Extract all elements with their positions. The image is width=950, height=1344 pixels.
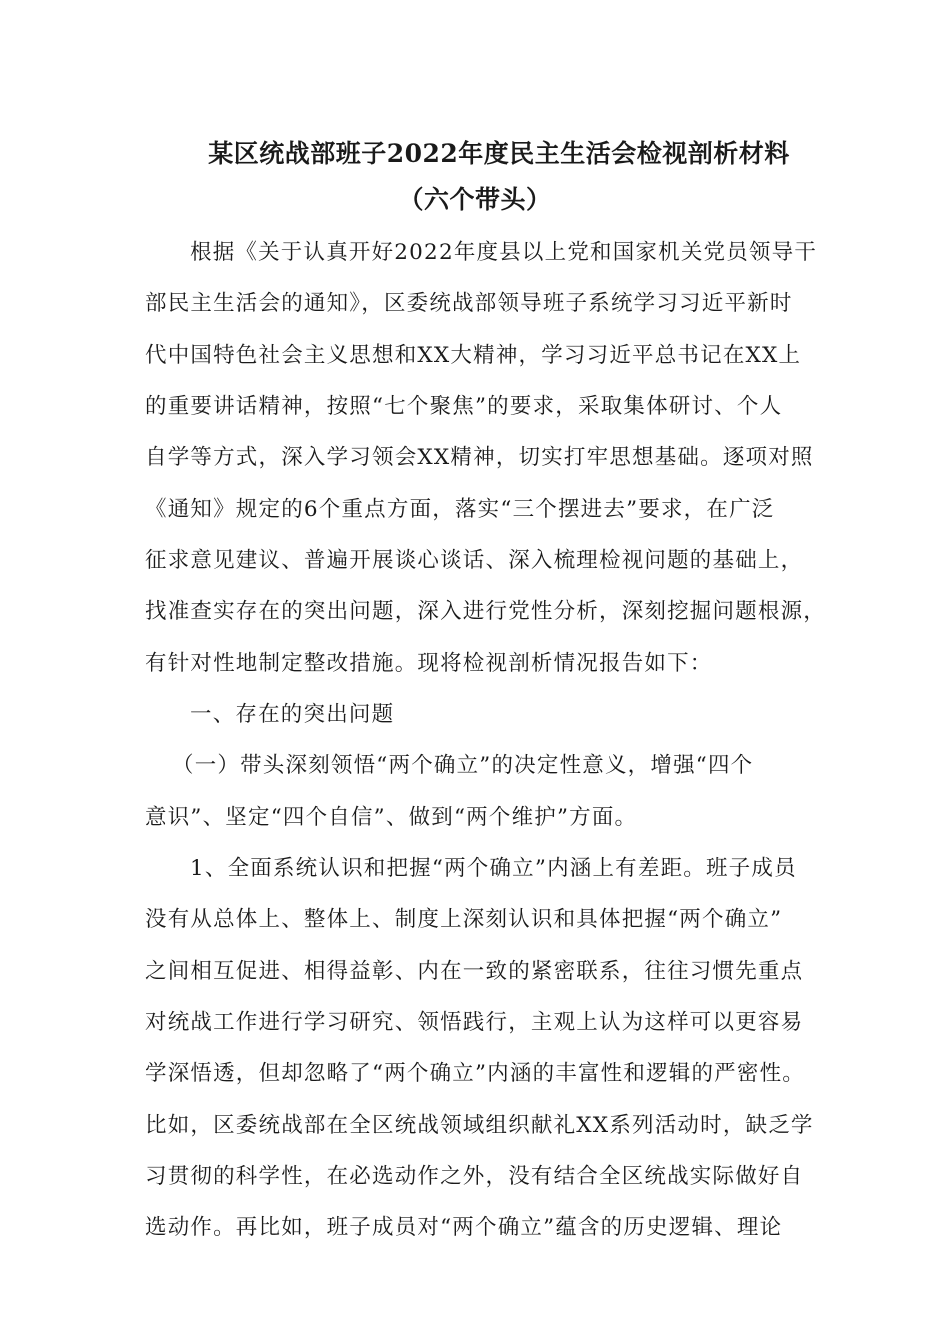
paragraph-line: 部民主生活会的通知》，区委统战部领导班子系统学习习近平新时 <box>145 291 793 316</box>
paragraph-line: 之间相互促进、相得益彰、内在一致的紧密联系，往往习惯先重点 <box>145 959 804 984</box>
paragraph-line: 习贯彻的科学性，在必选动作之外，没有结合全区统战实际做好自 <box>145 1164 804 1189</box>
document-subtitle: （六个带头） <box>398 185 552 214</box>
paragraph-line: 的重要讲话精神，按照“七个聚焦”的要求，采取集体研讨、个人 <box>145 394 783 419</box>
paragraph-line: 学深悟透，但却忽略了“两个确立”内涵的丰富性和逻辑的严密性。 <box>145 1061 805 1086</box>
paragraph-line: 1、全面系统认识和把握“两个确立”内涵上有差距。班子成员 <box>190 856 797 881</box>
paragraph-line: 代中国特色社会主义思想和XX大精神，学习习近平总书记在XX上 <box>145 343 802 368</box>
paragraph-line: 《通知》规定的6个重点方面，落实“三个摆进去”要求，在广泛 <box>145 497 775 522</box>
section-heading: 一、存在的突出问题 <box>190 702 395 727</box>
paragraph-line: 自学等方式，深入学习领会XX精神，切实打牢思想基础。逐项对照 <box>145 445 814 470</box>
paragraph-line: 选动作。再比如，班子成员对“两个确立”蕴含的历史逻辑、理论 <box>145 1215 783 1240</box>
subsection-heading-line: 意识”、坚定“四个自信”、做到“两个维护”方面。 <box>145 805 638 830</box>
paragraph-line: 没有从总体上、整体上、制度上深刻认识和具体把握“两个确立” <box>145 907 783 932</box>
subsection-heading: （一）带头深刻领悟“两个确立”的决定性意义，增强“四个 <box>172 753 754 778</box>
paragraph-line: 比如，区委统战部在全区统战领域组织献礼XX系列活动时，缺乏学 <box>145 1113 814 1138</box>
paragraph-line: 找准查实存在的突出问题，深入进行党性分析，深刻挖掘问题根源， <box>145 599 827 624</box>
paragraph-line: 根据《关于认真开好2022年度县以上党和国家机关党员领导干 <box>190 240 818 265</box>
paragraph-line: 对统战工作进行学习研究、领悟践行，主观上认为这样可以更容易 <box>145 1010 804 1035</box>
paragraph-line: 征求意见建议、普遍开展谈心谈话、深入梳理检视问题的基础上， <box>145 548 804 573</box>
document-title: 某区统战部班子2022年度民主生活会检视剖析材料 <box>208 139 790 168</box>
paragraph-line: 有针对性地制定整改措施。现将检视剖析情况报告如下： <box>145 651 713 676</box>
